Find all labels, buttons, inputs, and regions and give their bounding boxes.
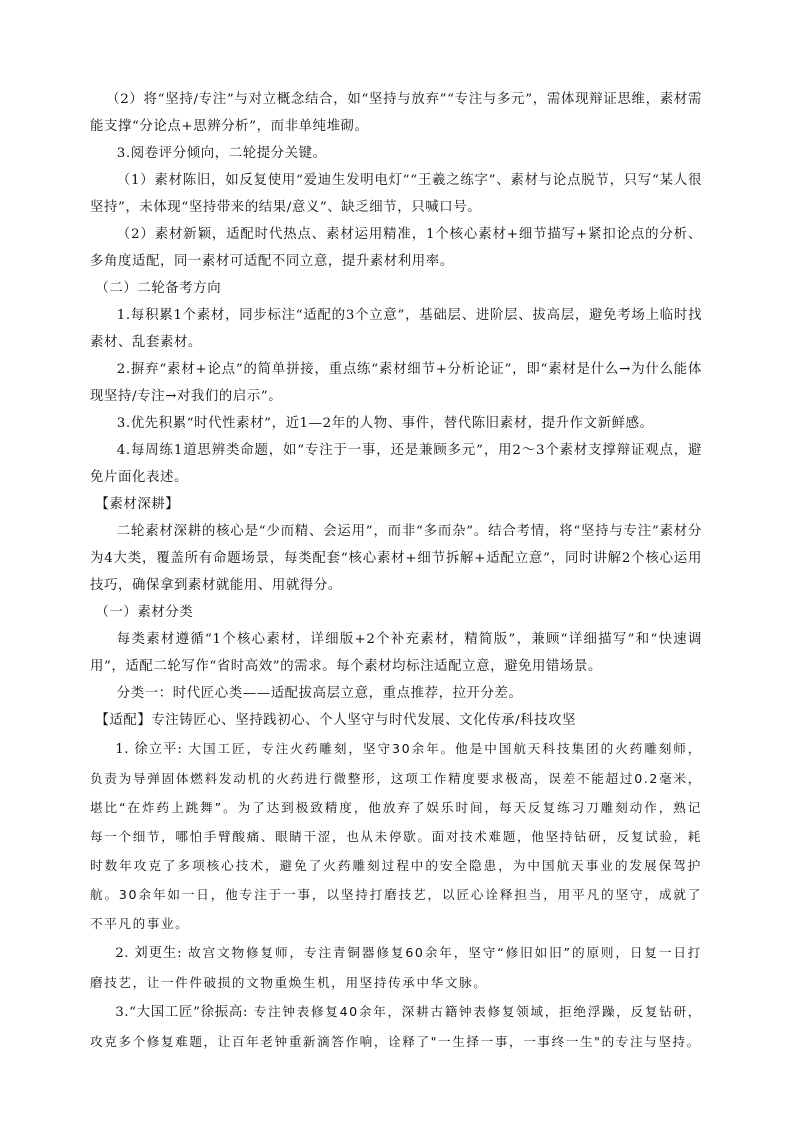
material-name: 1. 徐立平: [115,742,183,757]
paragraph: 分类一：时代匠心类——适配拔高层立意，重点推荐，拉开分差。 [116,686,523,701]
section-heading: 【素材深耕】 [95,497,180,512]
paragraph: 4.每周练1道思辨类命题，如“专注于一事，还是兼顾多元”，用2～3个素材支撑辩证观点，避免片面化表述。 [90,443,702,485]
paragraph: （2）素材新颖，适配时代热点、素材运用精准，1个核心素材+细节描写+紧扣论点的分析、多角度适配，同一素材可适配不同立意，提升素材利用率。 [90,227,702,269]
document-page [90,86,702,1056]
section-heading: 【适配】专注铸匠心、坚持践初心、个人坚守与时代发展、文化传承/科技攻坚 [95,713,577,728]
material-name: 2. 刘更生: [115,946,183,961]
material-item [90,734,702,938]
paragraph: 3.阅卷评分倾向，二轮提分关键。 [116,146,327,161]
paragraph: 2.摒弃“素材+论点”的简单拼接，重点练“素材细节+分析论证”，即“素材是什么→为什么能体现坚持/专注→对我们的启示”。 [90,362,702,404]
paragraph: 1.每积累1个素材，同步标注“适配的3个立意”，基础层、进阶层、拔高层，避免考场上临时找素材、乱套素材。 [90,308,702,350]
material-text: 专注钟表修复40余年，深耕古籍钟表修复领域，拒绝浮躁，反复钻研，攻克多个修复难题，让百年老钟重新滴答作响，诠释了"一生择一事，一事终一生"的专注与坚持。 [90,1004,702,1049]
paragraph: （2）将“坚持/专注”与对立概念结合，如“坚持与放弃”“专注与多元”，需体现辩证思维，素材需能支撑“分论点+思辨分析”，而非单纯堆砌。 [90,92,702,134]
paragraph: 3.优先积累“时代性素材”，近1—2年的人物、事件，替代陈旧素材，提升作文新鲜感。 [116,416,654,431]
material-item [90,997,702,1056]
material-name: 3.“大国工匠”徐振高: [115,1005,249,1020]
material-text: 故宫文物修复师，专注青铜器修复60余年，坚守“修旧如旧”的原则，日复一日打磨技艺，让一件件破损的文物重焕生机，用坚持传承中华文脉。 [90,945,702,990]
paragraph: 二轮素材深耕的核心是“少而精、会运用”，而非“多而杂”。结合考情，将“坚持与专注”素材分为4大类，覆盖所有命题场景，每类配套“核心素材+细节拆解+适配立意”，同时讲解2个核心运用技巧，确保拿到素材就能用、用就得分。 [90,524,702,593]
material-item [90,938,702,997]
material-text: 大国工匠，专注火药雕刻，坚守30余年。他是中国航天科技集团的火药雕刻师，负责为导弹固体燃料发动机的火药进行微整形，这项工作精度要求极高，误差不能超过0.2毫米，堪比“在炸药上跳舞”。为了达到极致精度，他放弃了娱乐时间，每天反复练习刀雕刻动作，熟记每一个细节，哪怕手臂酸痛、眼睛干涩，也从未停歇。面对技术难题，他坚持钻研，反复试验，耗时数年攻克了多项核心技术，避免了火药雕刻过程中的安全隐患，为中国航天事业的发展保驾护航。30余年如一日，他专注于一事，以坚持打磨技艺，以匠心诠释担当，用平凡的坚守，成就了不平凡的事业。 [90,741,703,931]
section-heading: （一）素材分类 [95,605,194,620]
section-heading: （二）二轮备考方向 [95,281,222,296]
paragraph: 每类素材遵循“1个核心素材，详细版+2个补充素材，精简版”，兼顾“详细描写”和“快速调用”，适配二轮写作“省时高效”的需求。每个素材均标注适配立意，避免用错场景。 [90,632,702,674]
paragraph: （1）素材陈旧，如反复使用“爱迪生发明电灯”“王羲之练字”、素材与论点脱节，只写“某人很坚持”，未体现“坚持带来的结果/意义”、缺乏细节，只喊口号。 [90,173,702,215]
